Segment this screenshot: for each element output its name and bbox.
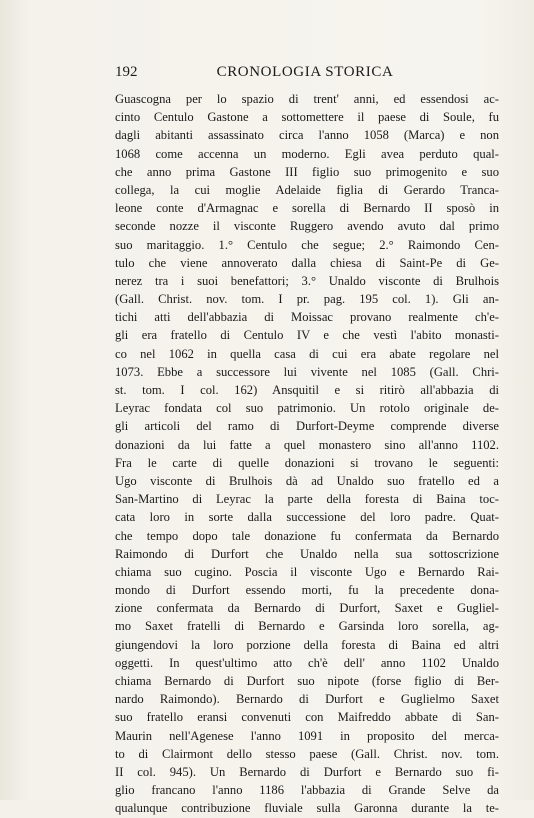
text-line: suo maritaggio. 1.° Centulo che segue; 2.° Raimondo Cen-: [115, 237, 499, 252]
text-line: gli era fratello di Centulo IV e che vestì l'abito monasti-: [115, 328, 499, 343]
text-line: chiama Bernardo di Durfort suo nipote (forse figlio di Ber-: [115, 674, 499, 688]
text-line: Maurin nell'Agenese l'anno 1091 in proposito del merca-: [115, 728, 499, 743]
text-line: Guascogna per lo spazio di trent' anni, ed essendosi ac-: [115, 92, 499, 106]
text-line: mondo di Durfort essendo morti, fu la precedente dona-: [115, 583, 499, 598]
text-line: che tempo dopo tale donazione fu confermata da Bernardo: [115, 528, 499, 543]
text-line: co nel 1062 in quella casa di cui era abate regolare nel: [115, 346, 499, 361]
text-line: che anno prima Gastone III figlio suo primogenito e suo: [115, 164, 499, 179]
text-line: San-Martino di Leyrac la parte della foresta di Baina toc-: [115, 492, 499, 507]
page-number: 192: [115, 64, 138, 80]
text-line: suo fratello eransi convenuti con Maifreddo abbate di San-: [115, 710, 499, 725]
text-line: Leyrac fondata col suo patrimonio. Un rotolo originale de-: [115, 401, 499, 416]
text-line: Ugo visconte di Brulhois dà ad Unaldo suo fratello ed a: [115, 473, 499, 488]
text-line: dagli abitanti assassinato circa l'anno 1058 (Marca) e non: [115, 128, 499, 143]
text-line: tichi atti dell'abbazia di Moissac provano realmente ch'e-: [115, 310, 499, 325]
text-line: leone conte d'Armagnac e sorella di Bernardo II sposò in: [115, 201, 499, 216]
text-line: nerez tra i suoi benefattori; 3.° Unaldo visconte di Brulhois: [115, 273, 499, 288]
text-line: seconde nozze il visconte Ruggero avendo avuto dal primo: [115, 219, 499, 234]
text-line: glio francano l'anno 1186 l'abbazia di Grande Selve da: [115, 783, 499, 798]
body-text: [115, 90, 499, 818]
text-line: chiama suo cugino. Poscia il visconte Ugo e Bernardo Rai-: [115, 564, 499, 579]
text-line: nardo Raimondo). Bernardo di Durfort e Guglielmo Saxet: [115, 692, 499, 707]
text-line: Raimondo di Durfort che Unaldo nella sua sottoscrizione: [115, 546, 499, 561]
text-line: to di Clairmont dello stesso paese (Gall. Christ. nov. tom.: [115, 746, 499, 761]
text-line: qualunque contribuzione fluviale sulla Garonna durante la te-: [115, 801, 499, 816]
text-line: II col. 945). Un Bernardo di Durfort e Bernardo suo fi-: [115, 764, 499, 779]
text-line: (Gall. Christ. nov. tom. I pr. pag. 195 col. 1). Gli an-: [115, 292, 499, 307]
text-line: tulo che viene annoverato dalla chiesa di Saint-Pe di Ge-: [115, 255, 499, 270]
text-line: 1068 come accenna un moderno. Egli avea perduto qual-: [115, 146, 499, 161]
text-line: st. tom. I col. 162) Ansquitil e si ritirò all'abbazia di: [115, 383, 499, 397]
text-line: oggetti. In quest'ultimo atto ch'è dell' anno 1102 Unaldo: [115, 655, 499, 670]
text-line: cata loro in sorte dalla successione del loro padre. Quat-: [115, 510, 499, 525]
text-line: zione confermata da Bernardo di Durfort, Saxet e Gugliel-: [115, 601, 499, 616]
running-title: CRONOLOGIA STORICA: [216, 64, 394, 80]
text-line: Fra le carte di quelle donazioni si trovano le seguenti:: [115, 455, 499, 470]
text-line: collega, la cui moglie Adelaide figlia di Gerardo Tranca-: [115, 182, 499, 197]
text-line: cinto Centulo Gastone a sottomettere il paese di Soule, fu: [115, 110, 499, 125]
text-line: 1073. Ebbe a successore lui vivente nel 1085 (Gall. Chri-: [115, 364, 499, 379]
text-line: giungendovi la loro porzione della foresta di Baina ed altri: [115, 637, 499, 652]
page-header: [115, 64, 495, 86]
text-line: gli articoli del ramo di Durfort-Deyme comprende diverse: [115, 419, 499, 434]
text-line: mo Saxet fratelli di Bernardo e Garsinda loro sorella, ag-: [115, 619, 499, 634]
text-line: donazioni da lui fatte a quel monastero sino all'anno 1102.: [115, 437, 499, 452]
